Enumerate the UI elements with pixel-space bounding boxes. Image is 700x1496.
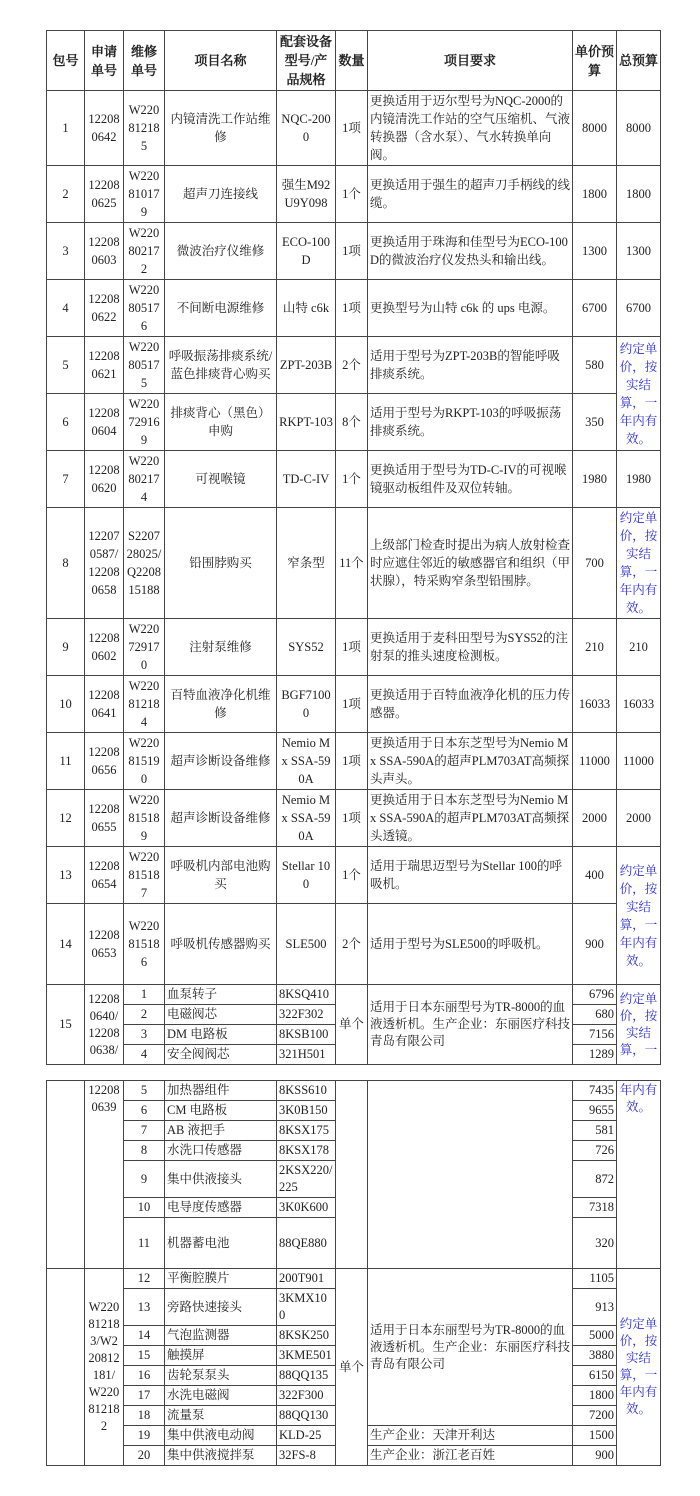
quantity: 1个 [336,451,368,508]
total-budget: 210 [617,619,661,676]
sub-item-no: 3 [124,1025,165,1045]
sub-item-model: 322F300 [277,1386,336,1406]
item-name: 铅围脖购买 [165,508,277,619]
sub-item-no: 17 [124,1386,165,1406]
total-budget-note: 约定单价，按实结算，一年内有效。 [617,508,661,619]
item-name: 百特血液净化机维修 [165,676,277,733]
requirements: 更换适用于麦科田型号为SYS52的注射泵的推头速度检测板。 [368,619,573,676]
sub-item-model: 8KSS610 [277,1081,336,1101]
package-no: 4 [47,280,85,337]
package-no: 13 [47,847,85,904]
table-row [47,847,661,904]
sub-item-no: 13 [124,1289,165,1326]
quantity: 1项 [336,733,368,790]
model-spec: RKPT-103 [277,394,336,451]
total-budget: 6700 [617,280,661,337]
request-no: 122080639 [85,1081,124,1269]
sub-item-no: 4 [124,1045,165,1065]
sub-item-unit-budget: 9655 [573,1101,617,1121]
requirements: 上级部门检查时提出为病人放射检查时应遮住邻近的敏感器官和组织（甲状腺），特采购窄条型铅围脖。 [368,508,573,619]
sub-item-model: 200T901 [277,1269,336,1289]
unit-budget: 1800 [573,166,617,223]
sub-item-model: 3KMX100 [277,1289,336,1326]
repair-no: W220812184 [124,676,165,733]
table-row [47,790,661,847]
header-repair-no: 维修单号 [124,31,165,91]
item-name: 呼吸振荡排痰系统/蓝色排痰背心购买 [165,337,277,394]
sub-item-no: 11 [124,1218,165,1269]
unit-budget: 700 [573,508,617,619]
sub-item-model: 3KME501 [277,1346,336,1366]
sub-item-unit-budget: 5000 [573,1326,617,1346]
quantity: 1项 [336,91,368,166]
sub-item-name: DM 电路板 [165,1025,277,1045]
repair-no: W220805176 [124,280,165,337]
sub-item-unit-budget: 680 [573,1005,617,1025]
package-no: 7 [47,451,85,508]
sub-item-model: 8KSX175 [277,1121,336,1141]
repair-no: S220728025/Q220815188 [124,508,165,619]
model-spec: SYS52 [277,619,336,676]
sub-item-name: 旁路快速接头 [165,1289,277,1326]
sub-item-unit-budget: 6150 [573,1366,617,1386]
total-budget: 8000 [617,91,661,166]
header-request-no: 申请单号 [85,31,124,91]
sub-item-no: 15 [124,1346,165,1366]
item-name: 不间断电源维修 [165,280,277,337]
sub-item-name: CM 电路板 [165,1101,277,1121]
requirements: 更换适用于珠海和佳型号为ECO-100D的微波治疗仪发热头和输出线。 [368,223,573,280]
package-no: 10 [47,676,85,733]
item-name: 内镜清洗工作站维修 [165,91,277,166]
request-no: 122080625 [85,166,124,223]
request-no: 122070587/122080658 [85,508,124,619]
request-no: 122080640/122080638/ [85,985,124,1065]
quantity: 8个 [336,394,368,451]
table-row [47,280,661,337]
quantity: 1项 [336,790,368,847]
sub-item-no: 1 [124,985,165,1005]
quantity: 1项 [336,280,368,337]
quantity: 2个 [336,904,368,985]
sub-item-no: 10 [124,1198,165,1218]
sub-item-unit-budget: 1500 [573,1426,617,1446]
sub-item-no: 2 [124,1005,165,1025]
sub-item-no: 9 [124,1161,165,1198]
table-row [47,904,661,985]
repair-no: W220810179 [124,166,165,223]
sub-item-no: 16 [124,1366,165,1386]
sub-item-name: 平衡腔膜片 [165,1269,277,1289]
package-no: 2 [47,166,85,223]
model-spec: Stellar 100 [277,847,336,904]
sub-item-no: 8 [124,1141,165,1161]
total-budget-note: 约定单价，按实结算，一 [617,985,661,1065]
request-no: 122080641 [85,676,124,733]
total-budget-note: 年内有效。 [617,1081,661,1269]
unit-budget: 1980 [573,451,617,508]
repair-no: W220812185 [124,91,165,166]
unit-budget: 210 [573,619,617,676]
sub-item-model: 88QQ135 [277,1366,336,1386]
repair-no: W220815189 [124,790,165,847]
sub-item-unit-budget: 320 [573,1218,617,1269]
request-no: 122080622 [85,280,124,337]
model-spec: 山特 c6k [277,280,336,337]
unit-budget: 2000 [573,790,617,847]
sub-item-model: 8KSK250 [277,1326,336,1346]
request-no: 122080642 [85,91,124,166]
requirements: 更换适用于日本东芝型号为Nemio Mx SSA-590A的超声PLM703AT高频探头声头。 [368,733,573,790]
requirements: 生产企业：天津开利达 [368,1426,573,1446]
quantity: 单个 [336,985,368,1065]
request-no: 122080654 [85,847,124,904]
sub-item-name: 水洗口传感器 [165,1141,277,1161]
sub-item-unit-budget: 1289 [573,1045,617,1065]
header-requirements: 项目要求 [368,31,573,91]
sub-item-model: KLD-25 [277,1426,336,1446]
sub-item-name: 水洗电磁阀 [165,1386,277,1406]
sub-item-model: 3K0B150 [277,1101,336,1121]
sub-item-row [47,1081,661,1101]
package-no: 6 [47,394,85,451]
total-budget: 1800 [617,166,661,223]
sub-item-model: 8KSQ410 [277,985,336,1005]
sub-item-model: 8KSB100 [277,1025,336,1045]
quantity-empty [336,1081,368,1269]
sub-item-name: 加热器组件 [165,1081,277,1101]
quantity: 1项 [336,676,368,733]
procurement-table-part-2 [46,1080,661,1466]
item-name: 呼吸机传感器购买 [165,904,277,985]
repair-no: W220805175 [124,337,165,394]
total-budget-note: 约定单价，按实结算，一年内有效。 [617,1269,661,1466]
package-no-empty [47,1269,85,1466]
package-no-empty [47,1081,85,1269]
sub-item-name: 电磁阀芯 [165,1005,277,1025]
model-spec: BGF71000 [277,676,336,733]
repair-no: W220729170 [124,619,165,676]
header-total-budget: 总预算 [617,31,661,91]
total-budget: 1980 [617,451,661,508]
requirements: 更换适用于型号为TD-C-IV的可视喉镜驱动板组件及双位转轴。 [368,451,573,508]
sub-item-name: AB 液把手 [165,1121,277,1141]
requirements: 适用于日本东丽型号为TR-8000的血液透析机。生产企业：东丽医疗科技青岛有限公司 [368,1269,573,1426]
unit-budget: 580 [573,337,617,394]
sub-item-unit-budget: 3880 [573,1346,617,1366]
requirements: 更换适用于百特血液净化机的压力传感器。 [368,676,573,733]
requirements: 更换型号为山特 c6k 的 ups 电源。 [368,280,573,337]
requirements: 适用于型号为ZPT-203B的智能呼吸排痰系统。 [368,337,573,394]
unit-budget: 900 [573,904,617,985]
item-name: 排痰背心（黑色）申购 [165,394,277,451]
model-spec: SLE500 [277,904,336,985]
sub-item-row [47,1269,661,1289]
sub-item-name: 气泡监测器 [165,1326,277,1346]
sub-item-unit-budget: 7435 [573,1081,617,1101]
table-row [47,91,661,166]
request-no: 122080656 [85,733,124,790]
repair-no: W220815190 [124,733,165,790]
table-row [47,619,661,676]
sub-item-unit-budget: 7318 [573,1198,617,1218]
request-no: 122080620 [85,451,124,508]
sub-item-unit-budget: 7200 [573,1406,617,1426]
package-no: 11 [47,733,85,790]
sub-item-name: 电导度传感器 [165,1198,277,1218]
request-no: 122080653 [85,904,124,985]
sub-item-no: 6 [124,1101,165,1121]
quantity: 2个 [336,337,368,394]
model-spec: NQC-2000 [277,91,336,166]
total-budget: 1300 [617,223,661,280]
model-spec: ECO-100D [277,223,336,280]
request-no: 122080602 [85,619,124,676]
item-name: 微波治疗仪维修 [165,223,277,280]
header-quantity: 数量 [336,31,368,91]
sub-item-unit-budget: 1105 [573,1269,617,1289]
table-row [47,733,661,790]
item-name: 呼吸机内部电池购买 [165,847,277,904]
unit-budget: 400 [573,847,617,904]
table-row [47,394,661,451]
item-name: 超声诊断设备维修 [165,790,277,847]
sub-item-name: 安全阀阀芯 [165,1045,277,1065]
table-row [47,223,661,280]
table-row [47,337,661,394]
sub-item-model: 32FS-8 [277,1446,336,1466]
quantity: 1项 [336,223,368,280]
sub-item-name: 齿轮泵泵头 [165,1366,277,1386]
sub-item-no: 14 [124,1326,165,1346]
requirements: 生产企业：浙江老百姓 [368,1446,573,1466]
sub-item-name: 集中供液电动阀 [165,1426,277,1446]
requirements: 适用于型号为SLE500的呼吸机。 [368,904,573,985]
model-spec: 强生M92U9Y098 [277,166,336,223]
request-no: 122080655 [85,790,124,847]
request-no: 122080604 [85,394,124,451]
sub-item-no: 12 [124,1269,165,1289]
package-no: 3 [47,223,85,280]
header-item-name: 项目名称 [165,31,277,91]
total-budget-note: 约定单价，按实结算，一年内有效。 [617,847,661,985]
sub-item-name: 集中供液搅拌泵 [165,1446,277,1466]
unit-budget: 6700 [573,280,617,337]
quantity: 1项 [336,619,368,676]
quantity: 1个 [336,847,368,904]
repair-no: W220729169 [124,394,165,451]
sub-item-no: 19 [124,1426,165,1446]
total-budget: 11000 [617,733,661,790]
header-model-spec: 配套设备型号/产品规格 [277,31,336,91]
table-row [47,508,661,619]
sub-item-name: 流量泵 [165,1406,277,1426]
sub-item-unit-budget: 872 [573,1161,617,1198]
model-spec: Nemio Mx SSA-590A [277,733,336,790]
total-budget: 2000 [617,790,661,847]
unit-budget: 1300 [573,223,617,280]
quantity: 单个 [336,1269,368,1466]
requirements: 更换适用于迈尔型号为NQC-2000的内镜清洗工作站的空气压缩机、气液转换器（含水泵）、气水转换单向阀。 [368,91,573,166]
request-no: 122080621 [85,337,124,394]
repair-no: W220815187 [124,847,165,904]
sub-item-model: 321H501 [277,1045,336,1065]
table-row [47,451,661,508]
sub-item-unit-budget: 913 [573,1289,617,1326]
sub-item-unit-budget: 6796 [573,985,617,1005]
repair-no-group: W220812183/W220812181/W220812182 [85,1269,124,1466]
unit-budget: 8000 [573,91,617,166]
package-no: 1 [47,91,85,166]
sub-item-unit-budget: 900 [573,1446,617,1466]
item-name: 注射泵维修 [165,619,277,676]
header-row [47,31,661,91]
item-name: 可视喉镜 [165,451,277,508]
model-spec: 窄条型 [277,508,336,619]
package-no: 5 [47,337,85,394]
sub-item-model: 88QE880 [277,1218,336,1269]
sub-item-unit-budget: 581 [573,1121,617,1141]
total-budget-note: 约定单价，按实结算，一年内有效。 [617,337,661,451]
model-spec: ZPT-203B [277,337,336,394]
header-package-no: 包号 [47,31,85,91]
requirements: 更换适用于日本东芝型号为Nemio Mx SSA-590A的超声PLM703AT高频探头透镜。 [368,790,573,847]
repair-no: W220802174 [124,451,165,508]
total-budget: 16033 [617,676,661,733]
sub-item-no: 5 [124,1081,165,1101]
unit-budget: 11000 [573,733,617,790]
requirements: 适用于瑞思迈型号为Stellar 100的呼吸机。 [368,847,573,904]
package-no: 12 [47,790,85,847]
item-name: 超声刀连接线 [165,166,277,223]
sub-item-no: 7 [124,1121,165,1141]
sub-item-row [47,985,661,1005]
package-no: 9 [47,619,85,676]
sub-item-name: 触摸屏 [165,1346,277,1366]
model-spec: Nemio Mx SSA-590A [277,790,336,847]
package-no: 8 [47,508,85,619]
unit-budget: 16033 [573,676,617,733]
package-no: 14 [47,904,85,985]
repair-no: W220802172 [124,223,165,280]
item-name: 超声诊断设备维修 [165,733,277,790]
requirements: 适用于型号为RKPT-103的呼吸振荡排痰系统。 [368,394,573,451]
sub-item-no: 18 [124,1406,165,1426]
procurement-table-part-1 [46,30,661,1065]
sub-item-model: 3K0K600 [277,1198,336,1218]
sub-item-unit-budget: 726 [573,1141,617,1161]
quantity: 1个 [336,166,368,223]
sub-item-unit-budget: 7156 [573,1025,617,1045]
requirements-empty [368,1081,573,1269]
model-spec: TD-C-IV [277,451,336,508]
request-no: 122080603 [85,223,124,280]
sub-item-model: 322F302 [277,1005,336,1025]
sub-item-name: 机器蓄电池 [165,1218,277,1269]
quantity: 11个 [336,508,368,619]
sub-item-model: 8KSX178 [277,1141,336,1161]
package-no: 15 [47,985,85,1065]
sub-item-model: 2KSX220/225 [277,1161,336,1198]
table-row [47,166,661,223]
requirements: 更换适用于强生的超声刀手柄线的线缆。 [368,166,573,223]
header-unit-budget: 单价预算 [573,31,617,91]
sub-item-no: 20 [124,1446,165,1466]
requirements: 适用于日本东丽型号为TR-8000的血液透析机。生产企业：东丽医疗科技青岛有限公司 [368,985,573,1065]
sub-item-name: 血泵转子 [165,985,277,1005]
table-row [47,676,661,733]
unit-budget: 350 [573,394,617,451]
repair-no: W220815186 [124,904,165,985]
sub-item-model: 88QQ130 [277,1406,336,1426]
sub-item-unit-budget: 1800 [573,1386,617,1406]
sub-item-name: 集中供液接头 [165,1161,277,1198]
